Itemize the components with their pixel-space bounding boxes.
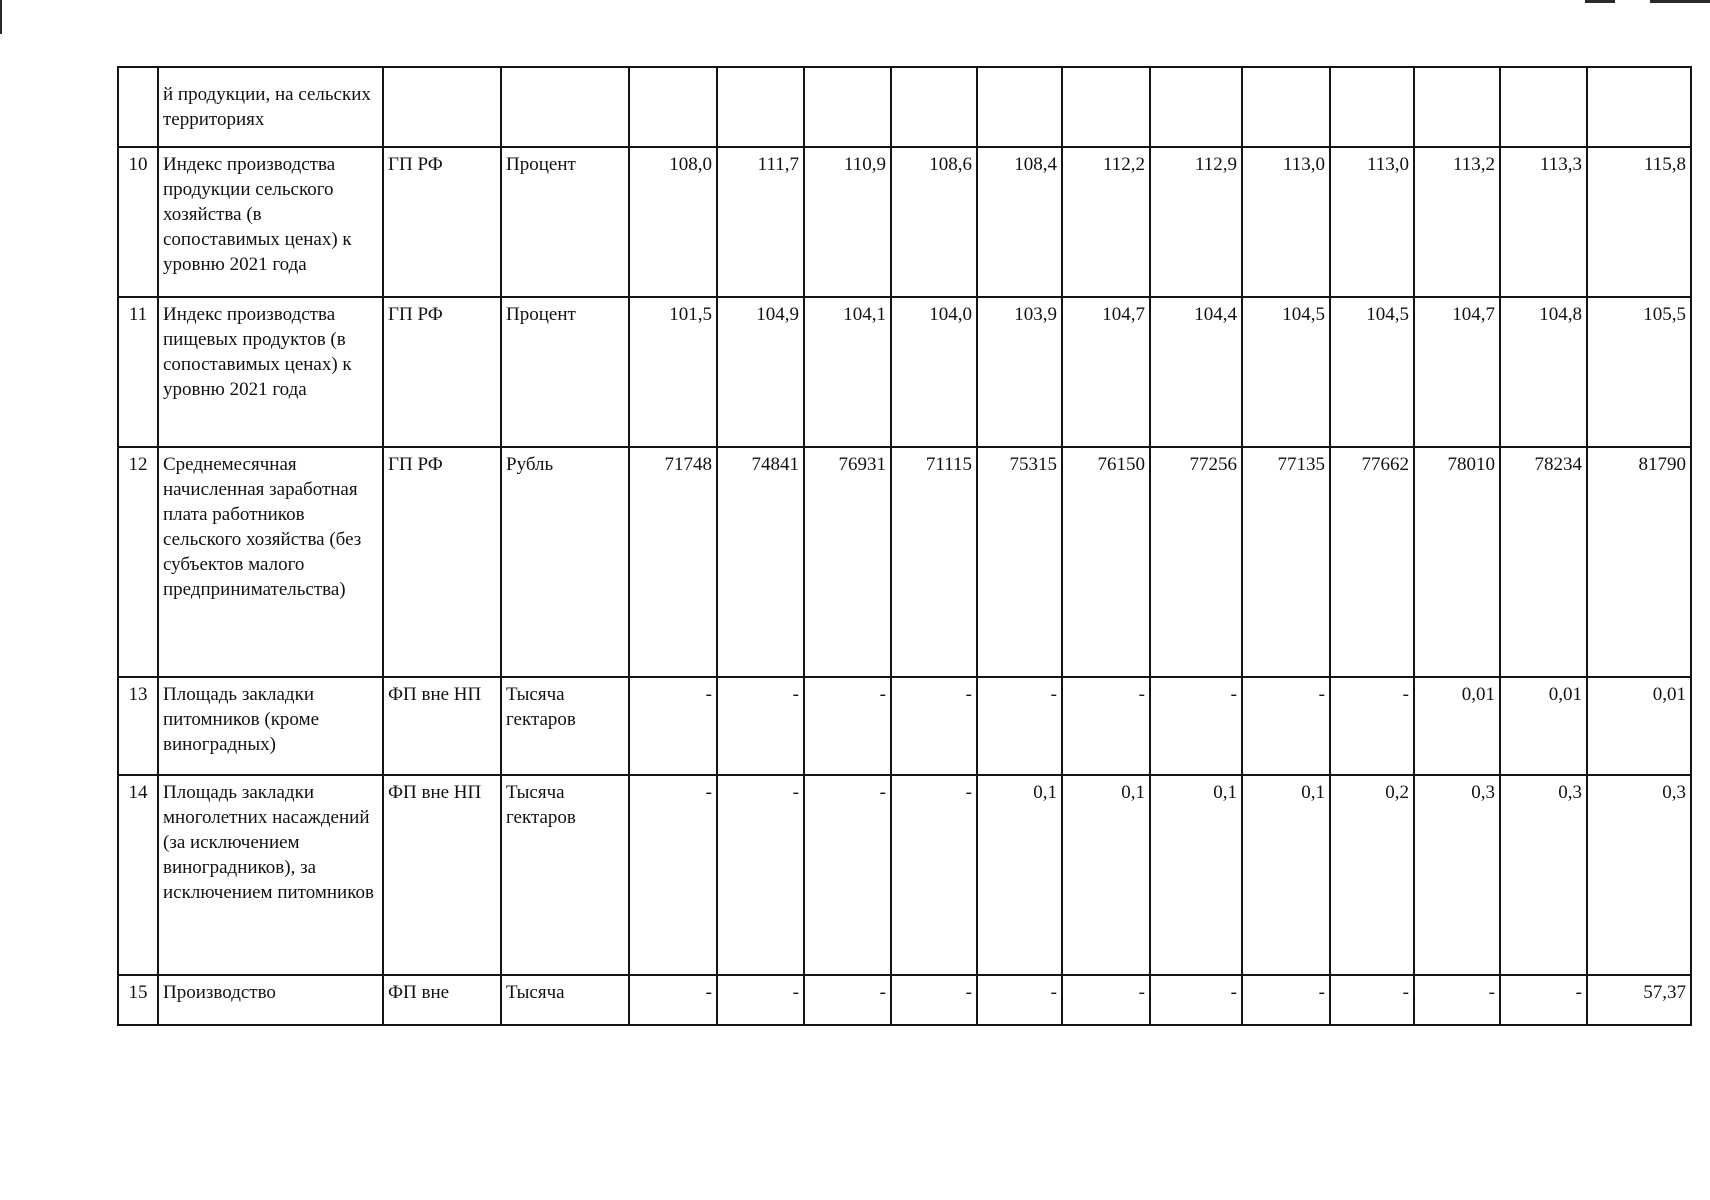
row-number: 14 <box>118 775 158 975</box>
value-cell: - <box>804 677 891 775</box>
table-row-continuation <box>118 67 1691 147</box>
value-cell: 113,0 <box>1242 147 1330 297</box>
value-cell: - <box>891 677 977 775</box>
value-cell: 108,6 <box>891 147 977 297</box>
indicator-name: Индекс производства пищевых продуктов (в сопоставимых ценах) к уровню 2021 года <box>158 297 383 447</box>
indicator-source: ГП РФ <box>383 297 501 447</box>
value-cell: 113,0 <box>1330 147 1414 297</box>
value-cell: 115,8 <box>1587 147 1691 297</box>
value-cell: 104,8 <box>1500 297 1587 447</box>
value-cell: 0,3 <box>1500 775 1587 975</box>
value-cell: 78234 <box>1500 447 1587 677</box>
indicator-source <box>383 67 501 147</box>
value-cell: 71748 <box>629 447 717 677</box>
value-cell: 0,01 <box>1414 677 1500 775</box>
value-cell: - <box>1330 975 1414 1025</box>
indicator-name: Среднемесячная начисленная заработная плата работников сельского хозяйства (без субъектов малого предпринимательства) <box>158 447 383 677</box>
table-row <box>118 775 1691 975</box>
row-number: 11 <box>118 297 158 447</box>
value-cell: 104,9 <box>717 297 804 447</box>
value-cell: - <box>1062 975 1150 1025</box>
indicator-unit: Процент <box>501 297 629 447</box>
value-cell: - <box>1242 975 1330 1025</box>
row-number: 13 <box>118 677 158 775</box>
value-cell: 101,5 <box>629 297 717 447</box>
value-cell: 0,3 <box>1414 775 1500 975</box>
value-cell: 74841 <box>717 447 804 677</box>
indicator-name: й продукции, на сельских территориях <box>158 67 383 147</box>
value-cell: - <box>1500 975 1587 1025</box>
indicator-source: ФП вне НП <box>383 677 501 775</box>
value-cell <box>977 67 1062 147</box>
value-cell: - <box>977 975 1062 1025</box>
value-cell: 104,5 <box>1242 297 1330 447</box>
value-cell: 81790 <box>1587 447 1691 677</box>
value-cell: - <box>977 677 1062 775</box>
indicator-unit: Тысяча гектаров <box>501 775 629 975</box>
value-cell: - <box>717 677 804 775</box>
value-cell: - <box>891 775 977 975</box>
value-cell: 57,37 <box>1587 975 1691 1025</box>
value-cell <box>804 67 891 147</box>
value-cell: 0,1 <box>1062 775 1150 975</box>
value-cell: 71115 <box>891 447 977 677</box>
value-cell: - <box>1414 975 1500 1025</box>
value-cell: 77662 <box>1330 447 1414 677</box>
value-cell: 104,1 <box>804 297 891 447</box>
value-cell: 112,2 <box>1062 147 1150 297</box>
indicator-unit: Процент <box>501 147 629 297</box>
indicator-source: ФП вне <box>383 975 501 1025</box>
value-cell: 104,0 <box>891 297 977 447</box>
value-cell: - <box>1150 975 1242 1025</box>
row-number: 12 <box>118 447 158 677</box>
value-cell <box>1150 67 1242 147</box>
value-cell: 0,2 <box>1330 775 1414 975</box>
value-cell <box>1062 67 1150 147</box>
value-cell: 104,7 <box>1062 297 1150 447</box>
row-number <box>118 67 158 147</box>
value-cell: - <box>629 775 717 975</box>
indicator-unit <box>501 67 629 147</box>
table-body <box>118 67 1691 1025</box>
value-cell: 0,1 <box>1150 775 1242 975</box>
indicator-name: Индекс производства продукции сельского хозяйства (в сопоставимых ценах) к уровню 2021 года <box>158 147 383 297</box>
indicator-name: Площадь закладки питомников (кроме виноградных) <box>158 677 383 775</box>
indicator-unit: Тысяча гектаров <box>501 677 629 775</box>
value-cell: - <box>1150 677 1242 775</box>
value-cell: - <box>804 975 891 1025</box>
indicator-unit: Тысяча <box>501 975 629 1025</box>
value-cell <box>1587 67 1691 147</box>
value-cell: 0,1 <box>1242 775 1330 975</box>
value-cell: 110,9 <box>804 147 891 297</box>
value-cell: 104,7 <box>1414 297 1500 447</box>
indicator-source: ФП вне НП <box>383 775 501 975</box>
value-cell: 112,9 <box>1150 147 1242 297</box>
value-cell: 104,4 <box>1150 297 1242 447</box>
value-cell: 75315 <box>977 447 1062 677</box>
value-cell: 77256 <box>1150 447 1242 677</box>
value-cell: 77135 <box>1242 447 1330 677</box>
value-cell: 111,7 <box>717 147 804 297</box>
value-cell <box>891 67 977 147</box>
scan-top-mark <box>1585 0 1615 3</box>
indicator-source: ГП РФ <box>383 147 501 297</box>
value-cell: 0,01 <box>1500 677 1587 775</box>
table-row <box>118 147 1691 297</box>
value-cell: 76931 <box>804 447 891 677</box>
indicator-name: Производство <box>158 975 383 1025</box>
value-cell <box>717 67 804 147</box>
value-cell: 108,4 <box>977 147 1062 297</box>
table-row <box>118 677 1691 775</box>
indicator-name: Площадь закладки многолетних насаждений (за исключением виноградников), за исключением питомников <box>158 775 383 975</box>
table-row <box>118 447 1691 677</box>
row-number: 10 <box>118 147 158 297</box>
value-cell: - <box>804 775 891 975</box>
value-cell: 0,3 <box>1587 775 1691 975</box>
indicator-unit: Рубль <box>501 447 629 677</box>
value-cell: 113,3 <box>1500 147 1587 297</box>
value-cell <box>1330 67 1414 147</box>
value-cell <box>1414 67 1500 147</box>
value-cell: 0,1 <box>977 775 1062 975</box>
indicator-source: ГП РФ <box>383 447 501 677</box>
scan-edge-mark <box>0 0 2 34</box>
value-cell: - <box>629 975 717 1025</box>
table-row <box>118 975 1691 1025</box>
indicators-table <box>117 66 1692 1026</box>
value-cell: - <box>717 775 804 975</box>
value-cell: 105,5 <box>1587 297 1691 447</box>
value-cell: - <box>1242 677 1330 775</box>
value-cell: 78010 <box>1414 447 1500 677</box>
value-cell: - <box>717 975 804 1025</box>
value-cell: - <box>891 975 977 1025</box>
value-cell: 76150 <box>1062 447 1150 677</box>
value-cell <box>1500 67 1587 147</box>
table-row <box>118 297 1691 447</box>
value-cell: 113,2 <box>1414 147 1500 297</box>
value-cell: - <box>1062 677 1150 775</box>
value-cell: 108,0 <box>629 147 717 297</box>
value-cell: 103,9 <box>977 297 1062 447</box>
value-cell: - <box>629 677 717 775</box>
value-cell <box>1242 67 1330 147</box>
value-cell <box>629 67 717 147</box>
scan-top-mark <box>1650 0 1710 3</box>
value-cell: 104,5 <box>1330 297 1414 447</box>
row-number: 15 <box>118 975 158 1025</box>
value-cell: 0,01 <box>1587 677 1691 775</box>
value-cell: - <box>1330 677 1414 775</box>
